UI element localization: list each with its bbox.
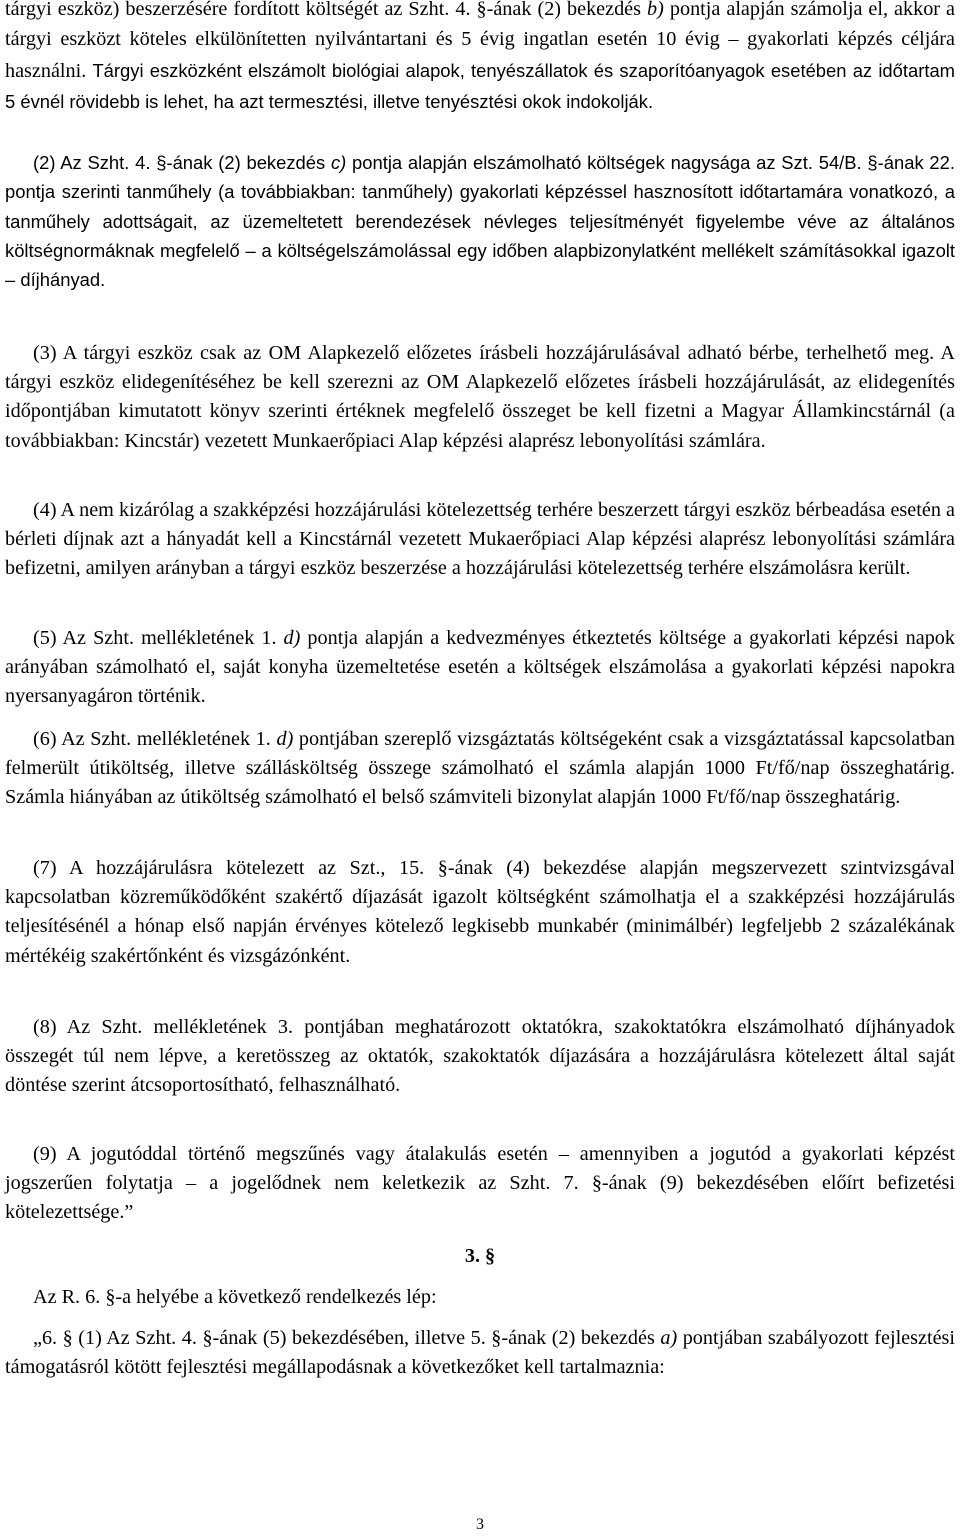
paragraph-10: Az R. 6. §-a helyébe a következő rendelkezés lép: (33, 1286, 437, 1308)
paragraph-11: „6. § (1) Az Szht. 4. §-ának (5) bekezdésében, illetve 5. §-ának (2) bekezdés a) pontjában szabályozott fejlesztési támogatásról kötött fejlesztési megállapodásnak a következőket kell tartalmaznia: (5, 1327, 955, 1379)
paragraph-8: (8) Az Szht. mellékletének 3. pontjában meghatározott oktatókra, szakoktatókra elszámolható díjhányadok összegét túl nem lépve, a keretösszeg az oktatók, szakoktatók díjazására a hozzájárulásra kötelezett által saját döntése szerint átcsoportosítható, felhasználható. (5, 1016, 955, 1097)
paragraph-5: (5) Az Szht. mellékletének 1. d) pontja alapján a kedvezményes étkeztetés költsége a gyakorlati képzési napok arányában számolható el, saját konyha üzemeltetése esetén a költségek elszámolása a gyakorlati képzési napokra nyersanyagáron történik. (5, 627, 955, 708)
paragraph-1: tárgyi eszköz) beszerzésére fordított költségét az Szht. 4. §-ának (2) bekezdés b) pontja alapján számolja el, akkor a tárgyi eszközt köteles elkülönítetten nyilvántartani és 5 évig ingatlan esetén 10 évig – gyakorlati képzés céljára használni. Tárgyi eszközként elszámolt biológiai alapok, tenyészállatok és szaporítóanyagok esetében az időtartam 5 évnél rövidebb is lehet, ha azt termesztési, illetve tenyésztési okok indokolják. (5, 0, 955, 113)
paragraph-6: (6) Az Szht. mellékletének 1. d) pontjában szereplő vizsgáztatás költségeként csak a vizsgáztatással kapcsolatban felmerült útiköltség, illetve szállásköltség összege számolható el számla alapján 1000 Ft/fő/nap összeghatárig. Számla hiányában az útiköltség számolható el belső számviteli bizonylat alapján 1000 Ft/fő/nap összeghatárig. (5, 728, 955, 809)
paragraph-7: (7) A hozzájárulásra kötelezett az Szt., 15. §-ának (4) bekezdése alapján megszervezett szintvizsgával kapcsolatban közreműködőként szakértő díjazását igazolt költségként számolhatja el a szakképzési hozzájárulás teljesítésénél a hónap első napján érvényes kötelező legkisebb munkabér (minimálbér) legfeljebb 2 százalékának mértékéig szakértőnként és vizsgázónként. (5, 857, 955, 967)
paragraph-4: (4) A nem kizárólag a szakképzési hozzájárulási kötelezettség terhére beszerzett tárgyi eszköz bérbeadása esetén a bérleti díjnak azt a hányadát kell a Kincstárnál vezetett Mukaerőpiaci Alap képzési alaprész lebonyolítási számlára befizetni, amilyen arányban a tárgyi eszköz beszerzése a hozzájárulási kötelezettség terhére elszámolásra került. (5, 499, 955, 580)
paragraph-2: (2) Az Szht. 4. §-ának (2) bekezdés c) pontja alapján elszámolható költségek nagysága az Szt. 54/B. §-ának 22. pontja szerinti tanműhely (a továbbiakban: tanműhely) gyakorlati képzéssel hasznosított időtartamára vonatkozó, a tanműhely adottságait, az üzemeltetett berendezések névleges teljesítményét figyelembe véve az általános költségnormáknak megfelelő – a költségelszámolással egy időben alapbizonylatként mellékelt számításokkal igazolt – díjhányad. (5, 152, 955, 291)
paragraph-9: (9) A jogutóddal történő megszűnés vagy átalakulás esetén – amennyiben a jogutód a gyakorlati képzést jogszerűen folytatja – a jogelődnek nem keletkezik az Szht. 7. §-ának (9) bekezdésében előírt befizetési kötelezettsége.” (5, 1143, 955, 1224)
section-heading: 3. § (464, 1245, 496, 1267)
page-number: 3 (476, 1516, 484, 1533)
paragraph-3: (3) A tárgyi eszköz csak az OM Alapkezelő előzetes írásbeli hozzájárulásával adható bérbe, terhelhető meg. A tárgyi eszköz elidegenítéséhez be kell szerezni az OM Alapkezelő előzetes írásbeli hozzájárulását, az elidegenítés időpontjában kimutatott könyv szerinti értéknek megfelelő összeget be kell fizetni a Magyar Államkincstárnál (a továbbiakban: Kincstár) vezetett Munkaerőpiaci Alap képzési alaprész lebonyolítási számlára. (5, 342, 955, 452)
